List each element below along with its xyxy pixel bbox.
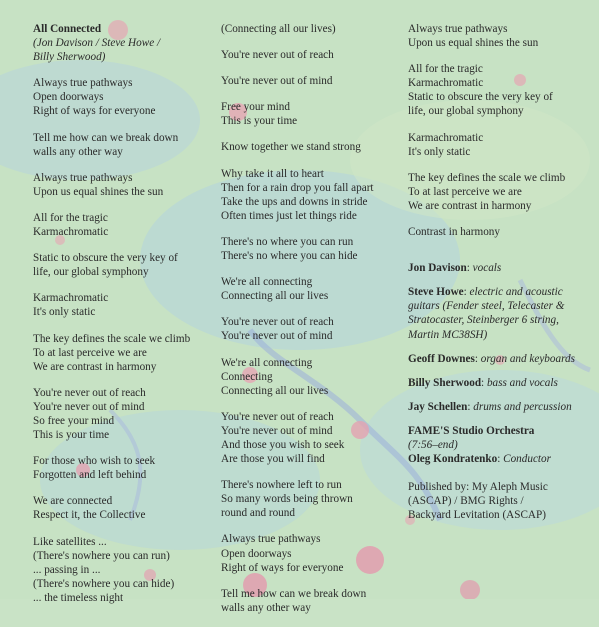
musician-role: drums and percussion — [473, 400, 572, 413]
column-right — [408, 22, 588, 522]
lyric-verse — [33, 535, 213, 605]
lyric-line: We're all connecting — [221, 276, 313, 289]
lyric-line: Often times just let things ride — [221, 209, 357, 222]
lyric-line: We are contrast in harmony — [408, 199, 532, 212]
lyrics-middle — [221, 22, 401, 615]
lyric-verse — [221, 48, 401, 62]
lyric-line: Then for a rain drop you fall apart — [221, 181, 374, 194]
songwriters-line-1: (Jon Davison / Steve Howe / — [33, 37, 161, 50]
lyric-line: It's only static — [408, 145, 471, 158]
musician-name: Billy Sherwood — [408, 376, 482, 389]
lyric-verse — [221, 587, 401, 615]
lyric-line: Open doorways — [33, 91, 104, 104]
lyric-verse — [33, 76, 213, 118]
lyric-line: life, our global symphony — [408, 105, 524, 118]
lyric-line: The key defines the scale we climb — [408, 171, 566, 184]
songwriters-line-2: Billy Sherwood) — [33, 51, 106, 64]
column-left — [33, 22, 213, 617]
lyric-verse — [221, 167, 401, 223]
lyric-line: Always true pathways — [408, 23, 508, 35]
lyric-line: life, our global symphony — [33, 266, 149, 279]
lyric-line: Karmachromatic — [33, 292, 109, 305]
lyric-verse — [33, 131, 213, 159]
personnel-credit: Steve Howe: electric and acoustic guitars (Fender steel, Telecaster & Stratocaster, Steinberger 6 string, Martin MC38SH) — [408, 286, 565, 341]
lyric-verse — [408, 171, 588, 213]
lyric-verse — [33, 332, 213, 374]
lyric-line: This is your time — [33, 429, 110, 442]
lyric-line: You're never out of reach — [33, 386, 146, 399]
lyric-verse — [221, 532, 401, 574]
lyric-line: Respect it, the Collective — [33, 509, 146, 522]
lyric-verse — [33, 454, 213, 482]
lyric-line: You're never out of mind — [221, 75, 333, 88]
lyric-line: Karmachromatic — [33, 226, 109, 239]
lyric-line: There's nowhere left to run — [221, 479, 342, 492]
lyric-verse — [221, 275, 401, 303]
lyric-line: So many words being thrown — [221, 493, 353, 506]
lyric-verse — [33, 494, 213, 522]
lyric-line: Tell me how can we break down — [221, 587, 367, 600]
lyric-line: To at last perceive we are — [33, 346, 147, 359]
lyric-line: Always true pathways — [33, 77, 133, 90]
lyric-line: Karmachromatic — [408, 131, 484, 144]
conductor-name: Oleg Kondratenko — [408, 453, 498, 466]
lyric-line: Connecting all our lives — [221, 290, 329, 303]
lyric-verse — [221, 140, 401, 154]
lyric-line: To at last perceive we are — [408, 185, 522, 198]
lyric-line: Upon us equal shines the sun — [33, 185, 164, 198]
lyric-line: Static to obscure the very key of — [408, 91, 553, 104]
lyrics-right — [408, 22, 588, 239]
lyric-verse — [221, 74, 401, 88]
personnel-credit: Jon Davison: vocals — [408, 262, 502, 275]
lyric-line: You're never out of reach — [221, 316, 334, 329]
musician-name: Geoff Downes — [408, 352, 475, 365]
lyric-verse — [408, 131, 588, 159]
lyric-verse — [221, 356, 401, 398]
lyric-line: ... the timeless night — [33, 591, 124, 604]
personnel-credit: Billy Sherwood: bass and vocals — [408, 376, 558, 389]
musician-role: bass and vocals — [486, 376, 558, 389]
lyric-line: Contrast in harmony — [408, 226, 500, 239]
lyric-verse — [221, 100, 401, 128]
lyric-line: Karmachromatic — [408, 77, 484, 90]
lyric-line: Connecting all our lives — [221, 384, 329, 397]
lyric-line: Like satellites ... — [33, 535, 107, 548]
lyric-verse — [33, 291, 213, 319]
lyric-verse — [33, 171, 213, 199]
lyric-verse — [408, 22, 588, 50]
lyric-verse — [33, 251, 213, 279]
lyric-line: We are connected — [33, 495, 113, 508]
lyric-line: ... passing in ... — [33, 563, 101, 576]
lyric-line: Are those you will find — [221, 453, 325, 466]
lyric-line: Forgotten and left behind — [33, 469, 147, 482]
lyric-verse — [221, 235, 401, 263]
lyric-line: For those who wish to seek — [33, 455, 156, 468]
publishing-credit: Published by: My Aleph Music (ASCAP) / BMG Rights / Backyard Levitation (ASCAP) — [408, 481, 548, 522]
lyric-line: You're never out of mind — [221, 330, 333, 343]
lyric-line: Open doorways — [221, 547, 292, 560]
conductor-role: Conductor — [503, 453, 551, 466]
orchestra-credit: FAME'S Studio Orchestra (7:56–end) Oleg Kondratenko: Conductor — [408, 424, 588, 466]
lyric-line: walls any other way — [221, 601, 311, 614]
musician-role: electric and acoustic guitars (Fender steel, Telecaster & Stratocaster, Steinberger 6 string, Martin MC38SH) — [408, 286, 565, 341]
orchestra-detail: (7:56–end) — [408, 438, 458, 451]
lyric-line: Static to obscure the very key of — [33, 252, 178, 265]
lyric-line: And those you wish to seek — [221, 438, 345, 451]
lyric-line: You're never out of reach — [221, 49, 334, 62]
lyric-verse — [33, 386, 213, 442]
lyric-line: You're never out of mind — [33, 400, 145, 413]
lyric-line: There's no where you can run — [221, 235, 354, 248]
lyric-line: All for the tragic — [408, 63, 483, 76]
lyric-line: Right of ways for everyone — [33, 105, 156, 118]
lyric-verse — [408, 62, 588, 118]
lyric-line: (There's nowhere you can run) — [33, 549, 170, 562]
lyric-line: Why take it all to heart — [221, 167, 324, 180]
lyric-line: walls any other way — [33, 145, 123, 158]
musician-name: Jon Davison — [408, 262, 467, 275]
lyric-line: round and round — [221, 507, 295, 520]
lyric-line: All for the tragic — [33, 211, 108, 224]
lyric-line: You're never out of reach — [221, 410, 334, 423]
musician-name: Jay Schellen — [408, 400, 468, 413]
lyric-line: We're all connecting — [221, 356, 313, 369]
lyric-line: We are contrast in harmony — [33, 360, 157, 373]
musician-role: vocals — [472, 262, 502, 275]
lyric-line: Connecting — [221, 370, 273, 383]
lyric-verse — [33, 211, 213, 239]
song-heading — [33, 22, 213, 64]
lyric-line: (Connecting all our lives) — [221, 23, 336, 35]
lyric-verse — [221, 478, 401, 520]
musician-role: organ and keyboards — [480, 352, 575, 365]
lyric-verse — [221, 410, 401, 466]
lyric-line: You're never out of mind — [221, 424, 333, 437]
lyric-line: Always true pathways — [221, 533, 321, 546]
lyric-line: Know together we stand strong — [221, 141, 361, 154]
lyric-line: Tell me how can we break down — [33, 131, 179, 144]
lyric-verse — [221, 22, 401, 36]
lyric-line: Free your mind — [221, 101, 290, 114]
personnel-credit: Geoff Downes: organ and keyboards — [408, 352, 575, 365]
song-title: All Connected — [33, 23, 102, 35]
lyrics-left — [33, 76, 213, 605]
personnel-list — [408, 261, 588, 522]
lyric-line: There's no where you can hide — [221, 250, 358, 263]
lyric-line: It's only static — [33, 306, 96, 319]
personnel-credit: Jay Schellen: drums and percussion — [408, 400, 572, 413]
lyric-line: Always true pathways — [33, 171, 133, 184]
orchestra-name: FAME'S Studio Orchestra — [408, 424, 535, 437]
lyric-line: Upon us equal shines the sun — [408, 37, 539, 50]
lyric-line: Take the ups and downs in stride — [221, 195, 368, 208]
lyric-verse — [408, 225, 588, 239]
lyric-line: This is your time — [221, 115, 298, 128]
column-middle — [221, 22, 401, 627]
musician-name: Steve Howe — [408, 286, 464, 299]
lyric-line: (There's nowhere you can hide) — [33, 577, 175, 590]
lyric-line: Right of ways for everyone — [221, 561, 344, 574]
lyric-line: The key defines the scale we climb — [33, 332, 191, 345]
lyric-line: So free your mind — [33, 414, 115, 427]
lyric-verse — [221, 315, 401, 343]
